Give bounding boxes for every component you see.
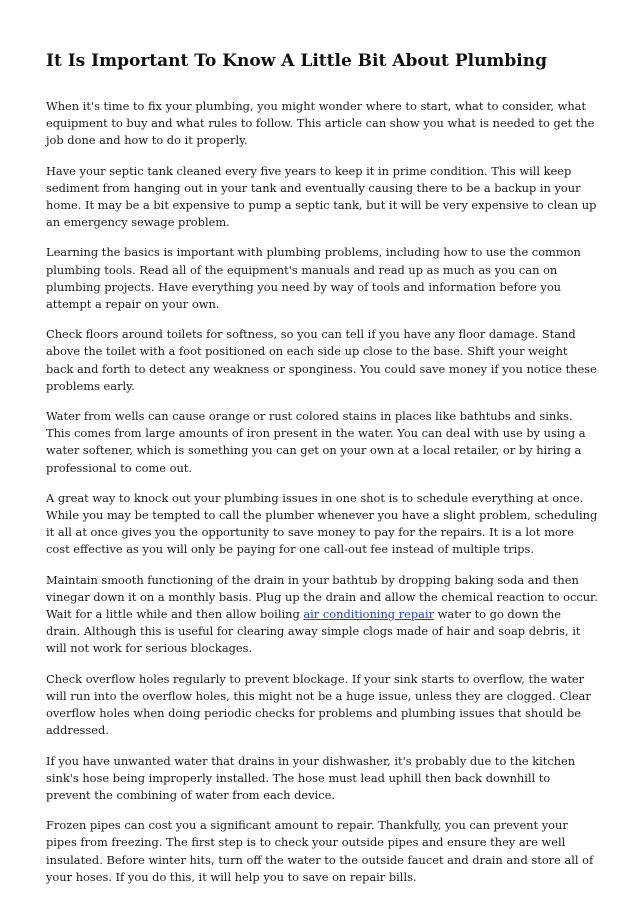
paragraph-bathtub-drain [46, 572, 598, 658]
air-conditioning-repair-link[interactable]: air conditioning repair [303, 607, 435, 622]
paragraph-schedule-everything: A great way to knock out your plumbing issues in one shot is to schedule everything at once. While you may be tempted to call the plumber whenever you have a slight problem, scheduling it all at once gives you the opportunity to save money to pay for the repairs. It is a lot more cost effective as you will only be paying for one call-out fee instead of multiple trips. [46, 490, 598, 557]
paragraph-bathtub-drain-after: water to go down the drain. Although this is useful for clearing away simple clogs made of hair and soap debris, it will not work for serious blockages. [46, 607, 581, 656]
paragraph-learning-basics: Learning the basics is important with plumbing problems, including how to use the common plumbing tools. Read all of the equipment's manuals and read up as much as you can on plumbing projects. Have everything you need by way of tools and information before you attempt a repair on your own. [46, 245, 581, 312]
document-page [46, 50, 598, 899]
paragraph-dishwasher: If you have unwanted water that drains in your dishwasher, it's probably due to the kitchen sink's hose being improperly installed. The hose must lead uphill then back downhill to prevent the combining of water from each device. [46, 753, 576, 802]
paragraph-overflow-holes: Check overflow holes regularly to prevent blockage. If your sink starts to overflow, the water will run into the overflow holes, this might not be a huge issue, unless they are clogged. Clear overflow holes when doing periodic checks for problems and plumbing issues that should be addressed. [46, 671, 591, 738]
paragraph-well-water: Water from wells can cause orange or rust colored stains in places like bathtubs and sinks. This comes from large amounts of iron present in the water. You can deal with use by using a water softener, which is something you can get on your own at a local retailer, or by hiring a professional to come out. [46, 409, 586, 475]
paragraph-bathtub-drain-before: Maintain smooth functioning of the drain in your bathtub by dropping baking soda and then vinegar down it on a monthly basis. Plug up the drain and allow the chemical reaction to occur. Wait for a little while and then allow boiling [46, 572, 598, 622]
document-title: It Is Important To Know A Little Bit About Plumbing [46, 51, 548, 71]
paragraph-intro: When it's time to fix your plumbing, you might wonder where to start, what to consider, what equipment to buy and what rules to follow. This article can show you what is needed to get the job done and how to do it properly. [46, 99, 595, 148]
paragraph-septic-tank: Have your septic tank cleaned every five years to keep it in prime condition. This will keep sediment from hanging out in your tank and eventually causing there to be a backup in your home. It may be a bit expensive to pump a septic tank, but it will be very expensive to clean up an emergency sewage problem. [46, 163, 597, 230]
paragraph-check-floors: Check floors around toilets for softness, so you can tell if you have any floor damage. Stand above the toilet with a foot positioned on each side up close to the base. Shift your weight back and forth to detect any weakness or sponginess. You could save money if you notice these problems early. [46, 327, 597, 393]
paragraph-frozen-pipes: Frozen pipes can cost you a significant amount to repair. Thankfully, you can prevent your pipes from freezing. The first step is to check your outside pipes and ensure they are well insulated. Before winter hits, turn off the water to the outside faucet and drain and store all of your hoses. If you do this, it will help you to save on repair bills. [46, 818, 594, 884]
